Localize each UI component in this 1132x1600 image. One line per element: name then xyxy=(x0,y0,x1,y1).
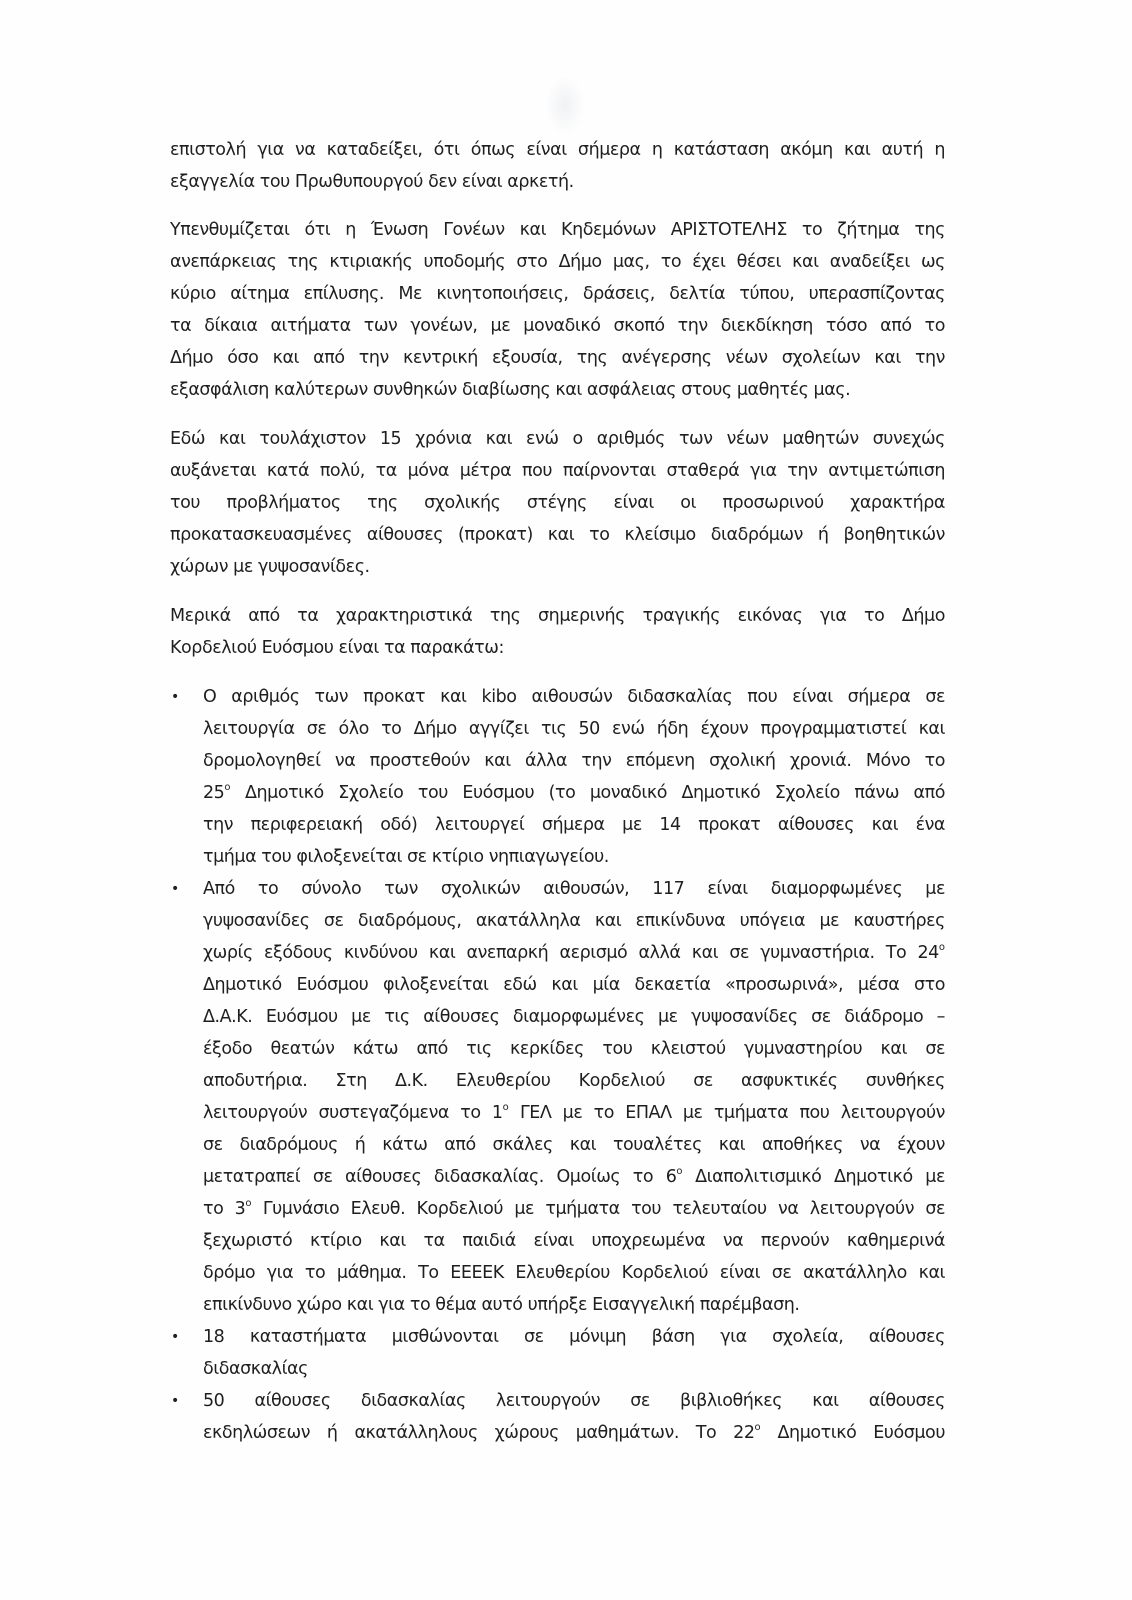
text-line: αποδυτήρια. Στη Δ.Κ. Ελευθερίου Κορδελιού σε ασφυκτικές συνθήκες xyxy=(203,1071,945,1091)
text-line: εξασφάλιση καλύτερων συνθηκών διαβίωσης και ασφάλειας στους μαθητές μας. xyxy=(170,380,851,400)
text-line: $25^o$ Δημοτικό Σχολείο του Ευόσμου (το μοναδικό Δημοτικό Σχολείο πάνω από xyxy=(203,782,945,803)
text-line: Δήμο όσο και από την κεντρική εξουσία, της ανέγερσης νέων σχολείων και την xyxy=(170,348,945,368)
text-line: μετατραπεί σε αίθουσες διδασκαλίας. Ομοίως το $6^o$ Διαπολιτισμικό Δημοτικό με xyxy=(203,1166,945,1187)
text-line: κύριο αίτημα επίλυσης. Με κινητοποιήσεις, δράσεις, δελτία τύπου, υπερασπίζοντας xyxy=(170,284,945,304)
text-line: ανεπάρκειας της κτιριακής υποδομής στο Δήμο μας, το έχει θέσει και αναδείξει ως xyxy=(170,252,945,272)
bullet-icon: • xyxy=(171,1393,180,1409)
ordinal-superscript: ο xyxy=(754,1422,761,1433)
text-line: διδασκαλίας xyxy=(203,1359,308,1379)
text-line: έξοδο θεατών κάτω από τις κερκίδες του κλειστού γυμναστηρίου και σε xyxy=(203,1039,945,1059)
text-line: το $3^o$ Γυμνάσιο Ελευθ. Κορδελιού με τμήματα του τελευταίου να λειτουργούν σε xyxy=(203,1198,946,1219)
text-line: γυψοσανίδες σε διαδρόμους, ακατάλληλα και επικίνδυνα υπόγεια με καυστήρες xyxy=(203,911,945,931)
text-line: προκατασκευασμένες αίθουσες (προκατ) και το κλείσιμο διαδρόμων ή βοηθητικών xyxy=(170,525,945,545)
text-line: Μερικά από τα χαρακτηριστικά της σημερινής τραγικής εικόνας για το Δήμο xyxy=(170,606,945,626)
text-line: 50 αίθουσες διδασκαλίας λειτουργούν σε βιβλιοθήκες και αίθουσες xyxy=(203,1391,945,1411)
bullet-icon: • xyxy=(171,689,180,705)
ordinal-superscript: ο xyxy=(676,1166,683,1177)
text-line: εκδηλώσεων ή ακατάλληλους χώρους μαθημάτων. Το $22^o$ Δημοτικό Ευόσμου xyxy=(203,1422,945,1443)
text-line: 18 καταστήματα μισθώνονται σε μόνιμη βάση για σχολεία, αίθουσες xyxy=(203,1327,945,1347)
text-line: Δ.Α.Κ. Ευόσμου με τις αίθουσες διαμορφωμένες με γυψοσανίδες σε διάδρομο – xyxy=(203,1007,945,1027)
ordinal-superscript: ο xyxy=(938,942,945,953)
text-line: ξεχωριστό κτίριο και τα παιδιά είναι υποχρεωμένα να περνούν καθημερινά xyxy=(203,1231,945,1251)
text-line: επιστολή για να καταδείξει, ότι όπως είναι σήμερα η κατάσταση ακόμη και αυτή η xyxy=(170,140,945,160)
text-line: σε διαδρόμους ή κάτω από σκάλες και τουαλέτες και αποθήκες να έχουν xyxy=(203,1135,945,1155)
ordinal-superscript: ο xyxy=(245,1198,252,1209)
text-line: Ο αριθμός των προκατ και kibo αιθουσών διδασκαλίας που είναι σήμερα σε xyxy=(203,687,945,707)
text-line: χωρίς εξόδους κινδύνου και ανεπαρκή αερισμό αλλά και σε γυμναστήρια. Το $24^o$ xyxy=(203,942,945,963)
text-line: δρόμο για το μάθημα. Το ΕΕΕΕΚ Ελευθερίου Κορδελιού είναι σε ακατάλληλο και xyxy=(203,1263,945,1283)
ordinal-superscript: ο xyxy=(224,782,231,793)
text-line: λειτουργία σε όλο το Δήμο αγγίζει τις 50 ενώ ήδη έχουν προγραμματιστεί και xyxy=(203,719,945,739)
scan-artifact xyxy=(545,75,585,135)
text-line: Υπενθυμίζεται ότι η Ένωση Γονέων και Κηδεμόνων ΑΡΙΣΤΟΤΕΛΗΣ το ζήτημα της xyxy=(170,220,945,240)
text-line: αυξάνεται κατά πολύ, τα μόνα μέτρα που παίρνονται σταθερά για την αντιμετώπιση xyxy=(170,461,945,481)
text-line: δρομολογηθεί να προστεθούν και άλλα την επόμενη σχολική χρονιά. Μόνο το xyxy=(203,751,945,771)
text-line: χώρων με γυψοσανίδες. xyxy=(170,557,370,577)
text-line: Κορδελιού Ευόσμου είναι τα παρακάτω: xyxy=(170,638,504,658)
text-line: λειτουργούν συστεγαζόμενα το $1^o$ ΓΕΛ με το ΕΠΑΛ με τμήματα που λειτουργούν xyxy=(203,1102,945,1123)
text-line: εξαγγελία του Πρωθυπουργού δεν είναι αρκετή. xyxy=(170,172,574,192)
text-line: Δημοτικό Ευόσμου φιλοξενείται εδώ και μία δεκαετία «προσωρινά», μέσα στο xyxy=(203,975,945,995)
text-line: τα δίκαια αιτήματα των γονέων, με μοναδικό σκοπό την διεκδίκηση τόσο από το xyxy=(170,316,945,336)
bullet-icon: • xyxy=(171,881,180,897)
bullet-icon: • xyxy=(171,1329,180,1345)
text-line: την περιφερειακή οδό) λειτουργεί σήμερα με 14 προκατ αίθουσες και ένα xyxy=(203,815,945,835)
text-line: Εδώ και τουλάχιστον 15 χρόνια και ενώ ο αριθμός των νέων μαθητών συνεχώς xyxy=(170,429,945,449)
text-line: Από το σύνολο των σχολικών αιθουσών, 117 είναι διαμορφωμένες με xyxy=(203,879,945,899)
text-line: του προβλήματος της σχολικής στέγης είναι οι προσωρινού χαρακτήρα xyxy=(170,493,945,513)
text-line: επικίνδυνο χώρο και για το θέμα αυτό υπήρξε Εισαγγελική παρέμβαση. xyxy=(203,1295,800,1315)
text-line: τμήμα του φιλοξενείται σε κτίριο νηπιαγωγείου. xyxy=(203,847,609,867)
ordinal-superscript: ο xyxy=(502,1102,509,1113)
